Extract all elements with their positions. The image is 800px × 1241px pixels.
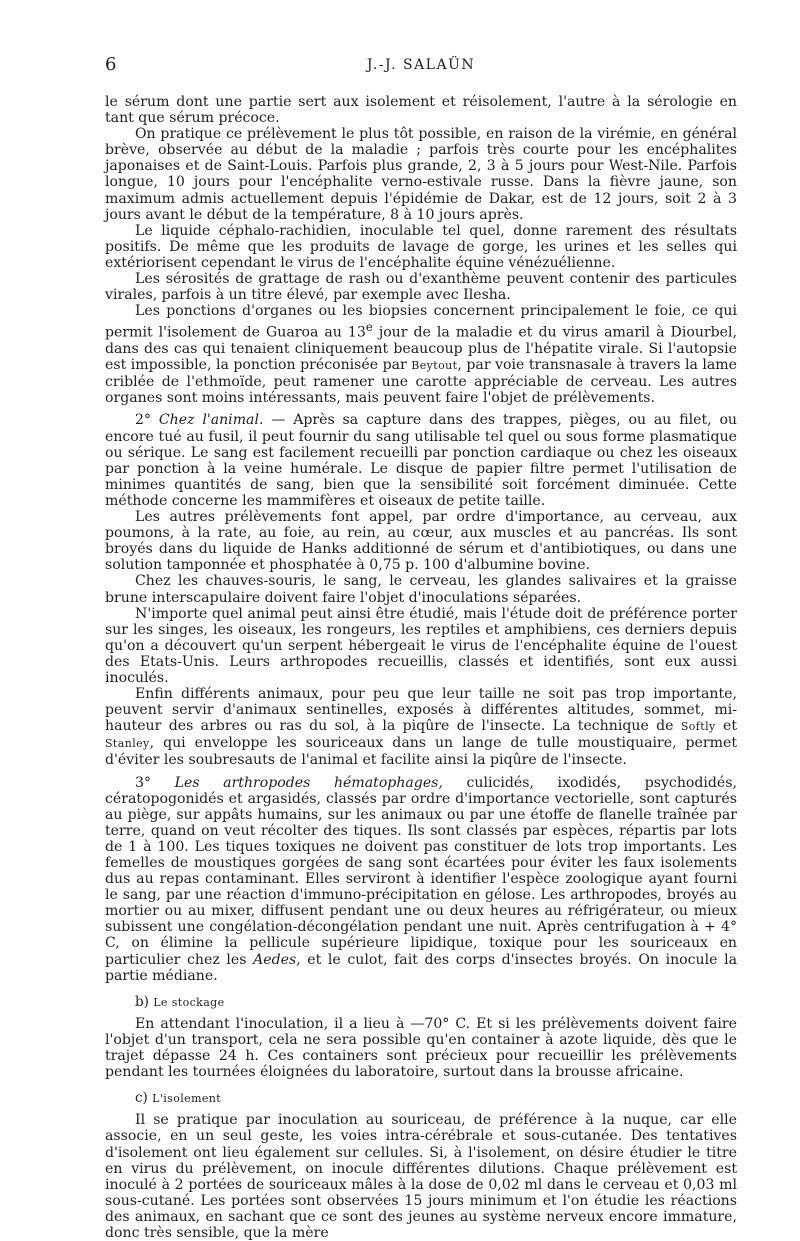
paragraph: Les sérosités de grattage de rash ou d'exanthème peuvent contenir des particules virales, parfois à un titre élevé, par exemple avec Ilesha. xyxy=(105,271,737,304)
paragraph: N'importe quel animal peut ainsi être étudié, mais l'étude doit de préférence porter sur les singes, les oiseaux, les rongeurs, les reptiles et amphibiens, ces derniers depuis qu'on a découvert qu'un serpent hébergeait le virus de l'encéphalite équine de l'ouest des Etats-Unis. Leurs arthropodes recueillis, classés et identifiés, sont eux aussi inoculés. xyxy=(105,605,737,686)
author-name: Beytout xyxy=(411,359,458,373)
item-title: Les arthropodes hématophages, xyxy=(174,774,443,791)
genus-name: Aedes, xyxy=(253,951,301,968)
running-title: J.-J. SALAÜN xyxy=(366,57,476,73)
paragraph: Il se pratique par inoculation au souriceau, de préférence à la nuque, car elle associe, en un seul geste, les voies intra-cérébrale et sous-cutanée. Des tentatives d'isolement ont lieu également sur cellules. Si, à l'isolement, on désire étudier le titre en virus du prélèvement, on inocule différentes dilutions. Chaque prélèvement est inoculé à 2 portées de souriceaux mâles à la dose de 0,02 ml dans le cerveau et 0,03 ml sous-cutané. Les portées sont observées 15 jours minimum et l'on étudie les réactions des animaux, en sachant que ce sont des jeunes au système nerveux encore immature, donc très sensible, que la mère xyxy=(105,1112,737,1241)
section-label: c) xyxy=(135,1090,153,1107)
paragraph: On pratique ce prélèvement le plus tôt possible, en raison de la virémie, en général brève, observée au début de la maladie ; parfois très courte pour les encéphalites japonaises et de Saint-Louis. Parfois plus grande, 2, 3 à 5 jours pour West-Nile. Parfois longue, 10 jours pour l'encéphalite verno-estivale russe. Dans la fièvre jaune, son maximum admis actuellement depuis l'épidémie de Dakar, est de 12 jours, soit 2 à 3 jours avant le début de la température, 8 à 10 jours après. xyxy=(105,126,737,223)
author-name: Softly xyxy=(680,720,716,734)
item-number: 2° xyxy=(135,412,159,429)
item-title: Chez l'animal. xyxy=(158,412,264,429)
text-run: et xyxy=(715,718,737,735)
paragraph: Le liquide céphalo-rachidien, inoculable tel quel, donne rarement des résultats positifs. De même que les produits de lavage de gorge, les urines et les selles qui extériorisent cependant le virus de l'encéphalite équine vénézuélienne. xyxy=(105,222,737,271)
superscript: e xyxy=(365,320,373,335)
author-name: Stanley xyxy=(105,737,150,751)
paragraph xyxy=(105,775,737,984)
paragraph: le sérum dont une partie sert aux isolement et réisolement, l'autre à la sérologie en tant que sérum précoce. xyxy=(105,94,737,127)
text-run: jour de la maladie et du virus amaril à Diourbel, dans des cas qui tenaient cliniquement beaucoup plus de l'hépatite virale. Si l'autopsie est impossible, la ponction préconisée par xyxy=(105,325,737,374)
item-number: 3° xyxy=(135,774,175,791)
section-heading-c xyxy=(135,1090,737,1107)
text-run: culicidés, ixodidés, psychodidés, cératopogonidés et argasidés, classés par ordre d'importance vectorielle, sont capturés au piège, sur appâts humains, sur les animaux ou par une étoffe de flanelle traînée par terre, quand on veut récolter des tiques. Ils sont classés par espèces, répartis par lots de 1 à 100. Les tiques toxiques ne doivent pas constituer de lots trop importants. Les femelles de moustiques gorgées de sang sont écartées pour éviter les faux isolements dus au repas contaminant. Elles serviront à identifier l'espèce zoologique ayant fourni le sang, par une réaction d'immuno-précipitation en gélose. Les arthropodes, broyés au mortier ou au mixer, diffusent pendant une ou deux heures au réfrigérateur, ou mieux subissent une congélation-décongélation pendant une nuit. Après centrifugation à + 4° C, on élimine la pellicule supérieure lipidique, toxique pour les souriceaux en particulier chez les xyxy=(105,774,737,968)
text-run: Enfin différents animaux, pour peu que leur taille ne soit pas trop importante, peuvent servir d'animaux sentinelles, exposés à différentes altitudes, sommet, mi-hauteur des arbres ou ras du sol, à la piqûre de l'insecte. La technique de xyxy=(105,686,737,735)
text-run: — Après sa capture dans des trappes, pièges, ou au filet, ou encore tué au fusil, il peut fournir du sang utilisable tel quel ou sous forme plasmatique ou sérique. Le sang est facilement recueilli par ponction cardiaque ou chez les oiseaux par ponction à la veine humérale. Le disque de papier filtre permet l'utilisation de minimes quantités de sang, bien que la sensibilité soit forcément diminuée. Cette méthode concerne les mammifères et oiseaux de petite taille. xyxy=(105,412,738,509)
paragraph: Chez les chauves-souris, le sang, le cerveau, les glandes salivaires et la graisse brune interscapulaire doivent faire l'objet d'inoculations séparées. xyxy=(105,573,737,606)
page-header xyxy=(105,54,737,78)
page-number: 6 xyxy=(105,54,117,75)
section-title: L'isolement xyxy=(152,1092,222,1106)
section-label: b) xyxy=(135,993,154,1010)
text-run: , qui enveloppe les souriceaux dans un lange de tulle moustiquaire, permet d'éviter les soubresauts de l'animal et facilite ainsi la piqûre de l'insecte. xyxy=(105,735,737,769)
paragraph: En attendant l'inoculation, il a lieu à —70° C. Et si les prélèvements doivent faire l'objet d'un transport, cela ne sera possible qu'en container à azote liquide, dès que le trajet dépasse 24 h. Ces containers sont précieux pour recueillir les prélèvements pendant les tournées éloignées du laboratoire, surtout dans la brousse africaine. xyxy=(105,1015,737,1081)
body-text xyxy=(105,94,737,1241)
text-run: et le culot, fait des corps d'insectes broyés. On inocule la partie médiane. xyxy=(105,951,738,984)
text-run: , par voie transnasale à travers la lame criblée de l'ethmoïde, peut ramener une carotte appréciable de cerveau. Les autres organes sont moins intéressants, mais peuvent faire l'objet de prélèvements. xyxy=(105,357,738,407)
paragraph xyxy=(105,303,737,406)
text-run: Les ponctions d'organes ou les biopsies concernent principalement le foie, ce qui permit l'isolement de Guaroa au 13 xyxy=(105,303,737,341)
section-title: Le stockage xyxy=(153,995,225,1009)
paragraph: Les autres prélèvements font appel, par ordre d'importance, au cerveau, aux poumons, à la rate, au foie, au rein, au cœur, aux muscles et au pancréas. Ils sont broyés dans du liquide de Hanks additionné de sérum et d'antibiotiques, ou dans une solution tamponnée et phosphatée à 0,75 p. 100 d'albumine bovine. xyxy=(105,509,737,574)
section-heading-b xyxy=(135,994,737,1011)
paragraph xyxy=(105,686,737,768)
paragraph xyxy=(105,412,737,509)
